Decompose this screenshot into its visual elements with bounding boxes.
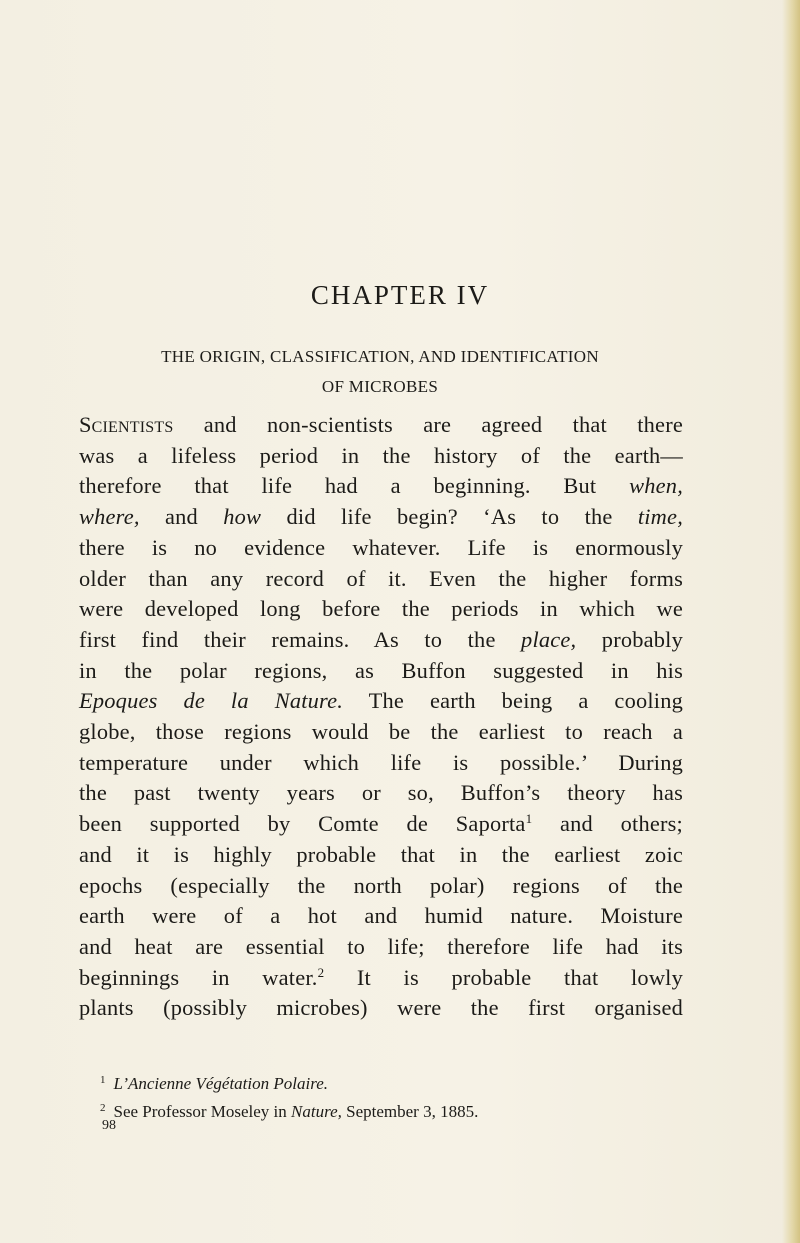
text-span: probably [576, 626, 683, 652]
footnote-2 [100, 1096, 700, 1124]
text-span: and others; [532, 811, 683, 837]
text-span: been supported by Comte de Saporta [79, 811, 526, 837]
text-line: globe, those regions would be the earliest to reach a [79, 719, 683, 745]
footnote-1 [100, 1068, 700, 1096]
text-line [79, 410, 683, 441]
italic-span: Epoques de la Nature. [79, 688, 344, 714]
text-line [79, 471, 683, 502]
text-line: epochs (especially the north polar) regions of the [79, 872, 683, 898]
text-line: and it is highly probable that in the earliest zoic [79, 841, 683, 867]
chapter-heading: CHAPTER IV [310, 280, 490, 310]
page-edge-shadow [782, 0, 800, 1243]
footnote-ref-2: 2 [317, 964, 325, 980]
first-word: Scientists [79, 412, 174, 437]
footnotes [100, 1068, 700, 1124]
text-span: first find their remains. As to the [79, 626, 522, 652]
section-title [90, 342, 670, 402]
footnote-ref-1: 1 [525, 811, 533, 827]
italic-span: how [223, 504, 262, 530]
text-span: therefore that life had a beginning. But [79, 473, 630, 499]
text-line: the past twenty years or so, Buffon’s theory has [79, 780, 683, 806]
text-span: The earth being a cooling [343, 688, 683, 714]
footnote-italic: Nature, [291, 1102, 342, 1121]
text-line: was a lifeless period in the history of the earth— [79, 442, 683, 468]
text-line [79, 809, 683, 840]
italic-span: place, [521, 626, 577, 652]
text-span: did life begin? ‘As to the [261, 504, 638, 530]
text-line: and heat are essential to life; therefore life had its [79, 933, 683, 959]
text-span: It is probable that lowly [324, 964, 683, 990]
footnote-text: See Professor Moseley in [113, 1102, 292, 1121]
italic-span: when, [629, 473, 683, 499]
text-span: and [139, 504, 224, 530]
text-line [79, 686, 683, 717]
text-line [79, 625, 683, 656]
text-line: there is no evidence whatever. Life is enormously [79, 534, 683, 560]
text-line: earth were of a hot and humid nature. Moisture [79, 903, 683, 929]
text-span: beginnings in water. [79, 964, 318, 990]
text-line [79, 963, 683, 994]
text-line: older than any record of it. Even the higher forms [79, 565, 683, 591]
footnote-text: L’Ancienne Végétation Polaire. [113, 1074, 328, 1093]
text-span: and non-scientists are agreed that there [173, 412, 683, 437]
text-line [79, 502, 683, 533]
text-line: were developed long before the periods in which we [79, 596, 683, 622]
section-title-line-1: THE ORIGIN, CLASSIFICATION, AND IDENTIFICATION [161, 347, 599, 366]
footnote-text: September 3, 1885. [341, 1102, 479, 1121]
text-line: in the polar regions, as Buffon suggested in his [79, 657, 683, 683]
italic-span: where, [79, 504, 140, 530]
text-line: temperature under which life is possible.’ During [79, 749, 683, 775]
footnote-mark: 2 [100, 1102, 106, 1114]
text-line: plants (possibly microbes) were the first organised [79, 995, 683, 1021]
page-number: 98 [102, 1118, 116, 1133]
section-title-line-2: OF MICROBES [321, 377, 439, 396]
body-paragraph [79, 410, 683, 1024]
italic-span: time, [637, 504, 683, 530]
footnote-mark: 1 [100, 1074, 106, 1086]
